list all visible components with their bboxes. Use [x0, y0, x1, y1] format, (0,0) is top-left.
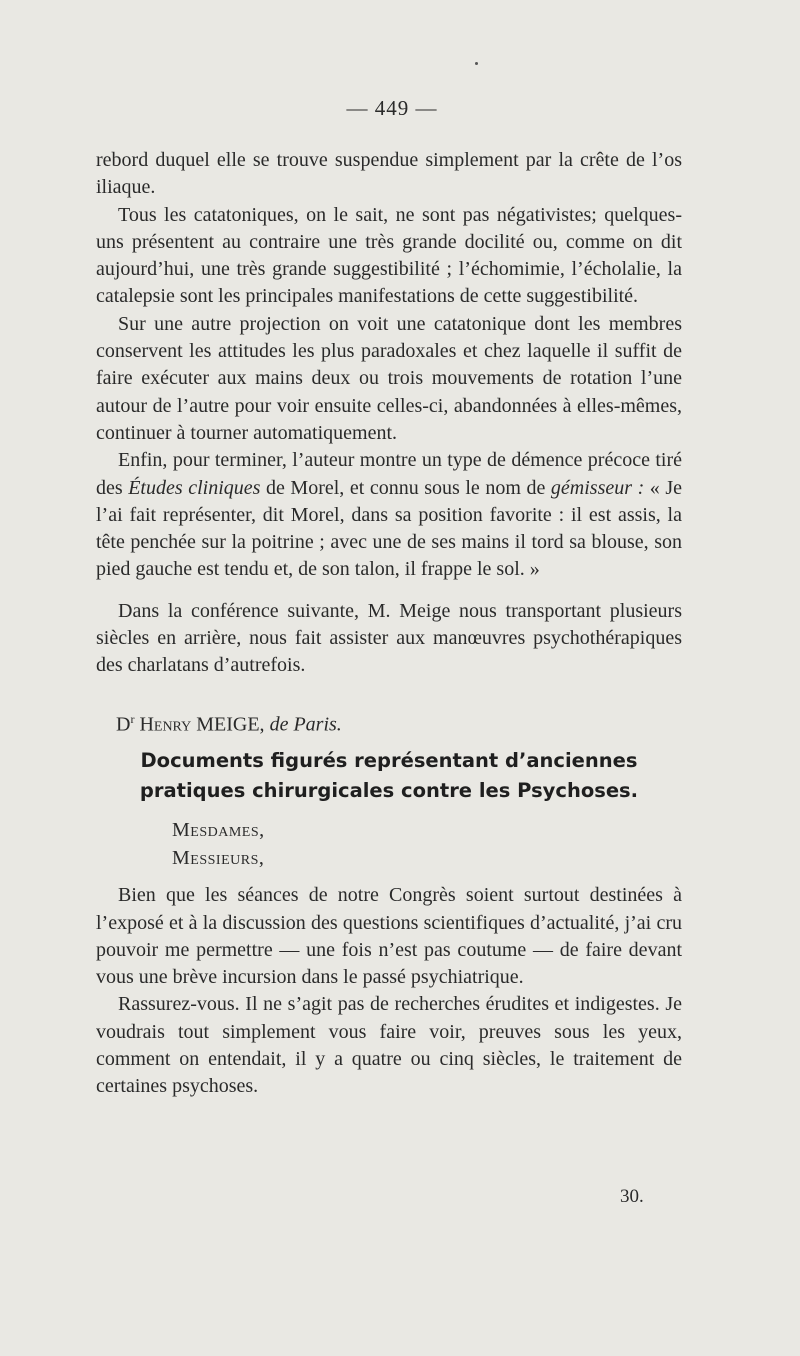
author-title-sup: r [130, 711, 135, 726]
enfin-text-3: « Je l’ai fait représenter, dit Morel, dans sa position favorite : il est assis, la tête penchée sur la poitrine ; avec une de ses mains il tord sa blouse, son pied gauche est tendu et, de son talon, il frappe le sol. » [96, 476, 683, 581]
author-first-name: Henry [139, 713, 192, 736]
author-last-name: MEIGE, [196, 713, 265, 736]
paragraph-conference: Dans la conférence suivante, M. Meige nous transportant plusieurs siècles en arrière, nous fait assister aux manœuvres psychothérapiques des charlatans d’autrefois. [96, 599, 682, 677]
author-location: de Paris. [269, 713, 342, 736]
paragraph-bien-que: Bien que les séances de notre Congrès soient surtout destinées à l’exposé et à la discussion des questions scientifiques d’actualité, j’ai cru pouvoir me permettre — une fois n’est pas coutume — de faire devant vous une brève incursion dans le passé psychiatrique. [96, 884, 682, 989]
page-number: — 449 — [346, 96, 438, 120]
signature-mark: 30. [620, 1186, 644, 1207]
salutation-mesdames: Mesdames, [172, 819, 265, 842]
enfin-italic-gemisseur: gémisseur : [550, 476, 645, 499]
paragraph-enfin [96, 447, 682, 583]
author-title: D [116, 713, 131, 736]
paragraph-continuation: rebord duquel elle se trouve suspendue simplement par la crête de l’os iliaque. [96, 149, 682, 199]
salutations [96, 816, 682, 872]
enfin-italic-etudes: Études cliniques [128, 476, 261, 499]
enfin-text-2: de Morel, et connu sous le nom de [260, 476, 551, 499]
author-line [96, 706, 682, 739]
salutation-messieurs: Messieurs, [172, 847, 265, 870]
page-body [96, 96, 682, 1101]
article-title: Documents figurés représentant d’anciennes pratiques chirurgicales contre les Psychoses. [139, 749, 639, 803]
paragraph-projection: Sur une autre projection on voit une catatonique dont les membres conservent les attitudes les plus paradoxales et chez laquelle il suffit de faire exécuter aux mains deux ou trois mouvements de rotation l’une autour de l’autre pour voir ensuite celles-ci, abandonnées à elles-mêmes, continuer à tourner automatiquement. [96, 312, 682, 444]
ink-speck [475, 62, 478, 65]
paragraph-rassurez-vous: Rassurez-vous. Il ne s’agit pas de recherches érudites et indigestes. Je voudrais tout simplement vous faire voir, preuves sous les yeux, comment on entendait, il y a quatre ou cinq siècles, le traitement de certaines psychoses. [96, 993, 682, 1098]
paragraph-catatoniques: Tous les catatoniques, on le sait, ne sont pas négativistes; quelques-uns présentent au contraire une très grande docilité ou, comme on dit aujourd’hui, une très grande suggestibilité ; l’échomimie, l’écholalie, la catalepsie sont les principales manifestations de cette suggestibilité. [96, 203, 682, 308]
enfin-text-1: Enfin, pour terminer, l’auteur montre un type de démence précoce tiré des [96, 449, 682, 499]
